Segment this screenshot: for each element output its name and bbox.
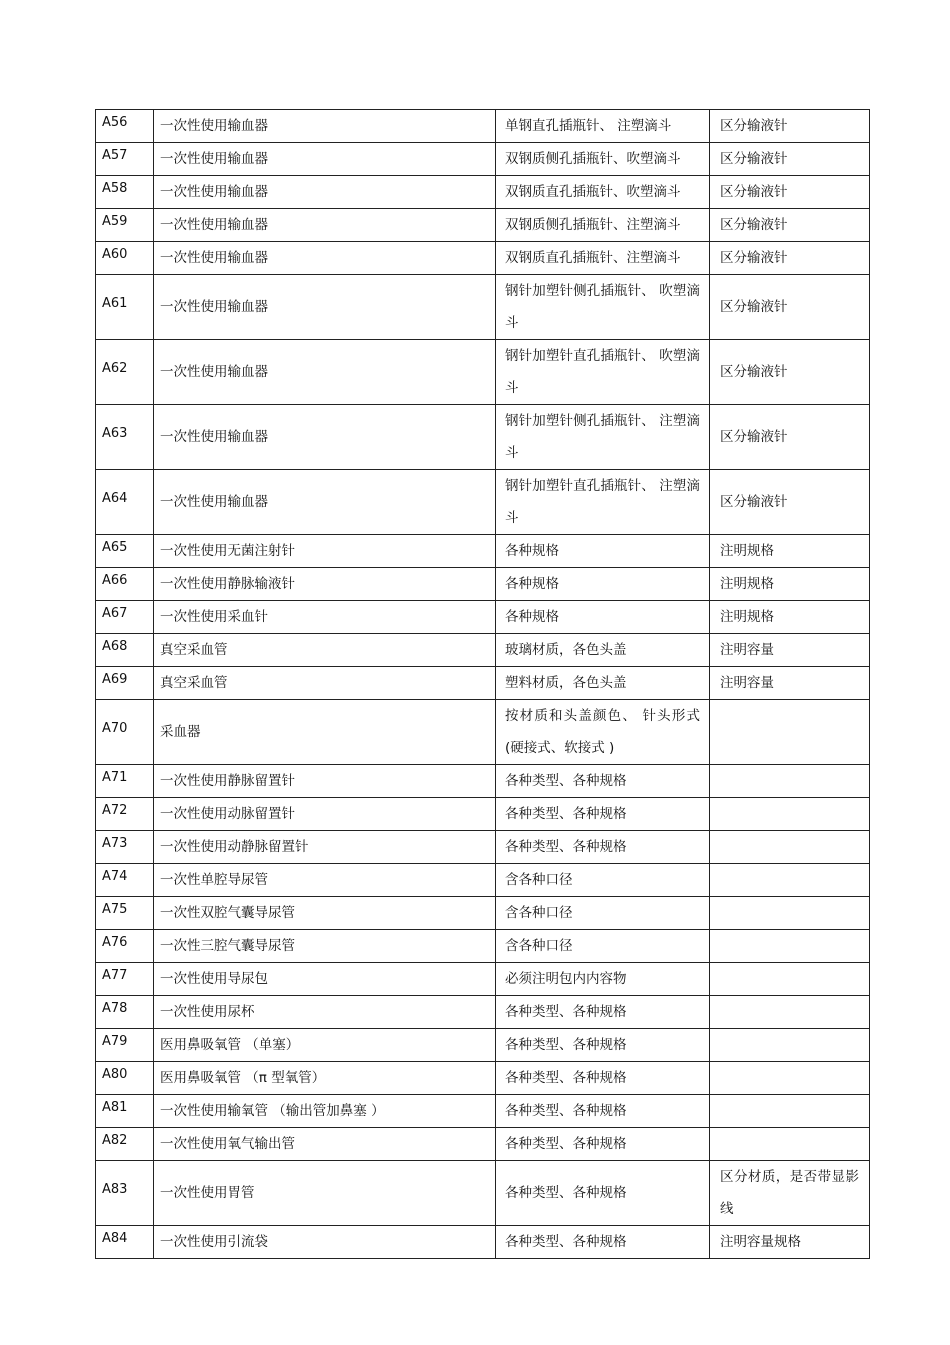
item-note-cell: 区分输液针 (710, 110, 870, 143)
item-code-cell: A79 (96, 1029, 154, 1062)
item-code-cell: A70 (96, 700, 154, 765)
item-note-cell: 注明规格 (710, 568, 870, 601)
table-row (96, 897, 870, 930)
item-spec-cell: 各种类型、各种规格 (496, 1128, 710, 1161)
item-spec-cell: 各种类型、各种规格 (496, 1161, 710, 1226)
item-spec-cell: 各种类型、各种规格 (496, 831, 710, 864)
item-name-cell: 真空采血管 (154, 634, 496, 667)
item-note-cell (710, 996, 870, 1029)
item-note-cell: 注明规格 (710, 601, 870, 634)
item-code-cell: A78 (96, 996, 154, 1029)
item-name-cell: 一次性使用输血器 (154, 176, 496, 209)
table-row (96, 930, 870, 963)
item-name-cell: 医用鼻吸氧管 （单塞） (154, 1029, 496, 1062)
item-note-cell (710, 765, 870, 798)
item-name-cell: 一次性双腔气囊导尿管 (154, 897, 496, 930)
item-name-cell: 一次性使用输血器 (154, 242, 496, 275)
table-row (96, 1161, 870, 1226)
item-name-cell: 一次性使用输血器 (154, 405, 496, 470)
item-code-cell: A71 (96, 765, 154, 798)
item-spec-cell: 各种类型、各种规格 (496, 798, 710, 831)
item-code-cell: A74 (96, 864, 154, 897)
item-code-cell: A83 (96, 1161, 154, 1226)
table-row (96, 1128, 870, 1161)
item-name-cell: 一次性使用采血针 (154, 601, 496, 634)
item-name-cell: 一次性使用尿杯 (154, 996, 496, 1029)
item-code-cell: A73 (96, 831, 154, 864)
item-note-cell (710, 897, 870, 930)
item-note-cell (710, 930, 870, 963)
item-name-cell: 一次性使用输血器 (154, 275, 496, 340)
item-note-cell (710, 700, 870, 765)
item-spec-cell: 双钢质直孔插瓶针、吹塑滴斗 (496, 176, 710, 209)
item-code-cell: A59 (96, 209, 154, 242)
item-spec-cell: 玻璃材质，各色头盖 (496, 634, 710, 667)
item-spec-cell: 钢针加塑针侧孔插瓶针、 注塑滴斗 (496, 405, 710, 470)
item-code-cell: A62 (96, 340, 154, 405)
item-note-cell (710, 1029, 870, 1062)
item-spec-cell: 含各种口径 (496, 864, 710, 897)
table-row (96, 667, 870, 700)
item-note-cell (710, 798, 870, 831)
item-code-cell: A61 (96, 275, 154, 340)
item-spec-cell: 各种类型、各种规格 (496, 765, 710, 798)
item-spec-cell: 各种类型、各种规格 (496, 996, 710, 1029)
table-row (96, 1226, 870, 1259)
item-code-cell: A67 (96, 601, 154, 634)
item-code-cell: A77 (96, 963, 154, 996)
item-code-cell: A66 (96, 568, 154, 601)
table-row (96, 110, 870, 143)
table-row (96, 143, 870, 176)
item-note-cell: 区分输液针 (710, 275, 870, 340)
item-spec-cell: 各种类型、各种规格 (496, 1095, 710, 1128)
table-row (96, 176, 870, 209)
item-note-cell (710, 1128, 870, 1161)
table-row (96, 963, 870, 996)
table-row (96, 765, 870, 798)
item-note-cell (710, 963, 870, 996)
item-code-cell: A75 (96, 897, 154, 930)
item-name-cell: 一次性使用无菌注射针 (154, 535, 496, 568)
item-name-cell: 一次性使用输血器 (154, 143, 496, 176)
table-row (96, 601, 870, 634)
item-code-cell: A57 (96, 143, 154, 176)
item-note-cell: 区分输液针 (710, 143, 870, 176)
item-name-cell: 一次性使用静脉留置针 (154, 765, 496, 798)
item-name-cell: 一次性单腔导尿管 (154, 864, 496, 897)
item-code-cell: A80 (96, 1062, 154, 1095)
table-row (96, 568, 870, 601)
item-code-cell: A72 (96, 798, 154, 831)
item-code-cell: A58 (96, 176, 154, 209)
table-row (96, 535, 870, 568)
item-code-cell: A76 (96, 930, 154, 963)
item-spec-cell: 钢针加塑针侧孔插瓶针、 吹塑滴斗 (496, 275, 710, 340)
table-row (96, 275, 870, 340)
item-name-cell: 一次性使用氧气输出管 (154, 1128, 496, 1161)
item-note-cell: 区分输液针 (710, 340, 870, 405)
table-row (96, 405, 870, 470)
item-spec-cell: 含各种口径 (496, 930, 710, 963)
item-name-cell: 一次性使用输血器 (154, 340, 496, 405)
table-row (96, 996, 870, 1029)
item-name-cell: 一次性使用输血器 (154, 110, 496, 143)
item-spec-cell: 各种规格 (496, 535, 710, 568)
item-note-cell: 区分输液针 (710, 176, 870, 209)
table-row (96, 209, 870, 242)
item-code-cell: A56 (96, 110, 154, 143)
item-code-cell: A69 (96, 667, 154, 700)
item-name-cell: 医用鼻吸氧管 （π 型氧管） (154, 1062, 496, 1095)
table-row (96, 1029, 870, 1062)
item-note-cell: 区分输液针 (710, 242, 870, 275)
item-spec-cell: 各种类型、各种规格 (496, 1226, 710, 1259)
item-name-cell: 一次性使用输血器 (154, 209, 496, 242)
item-spec-cell: 各种规格 (496, 568, 710, 601)
item-spec-cell: 双钢质侧孔插瓶针、注塑滴斗 (496, 209, 710, 242)
item-name-cell: 一次性使用动脉留置针 (154, 798, 496, 831)
item-code-cell: A82 (96, 1128, 154, 1161)
item-name-cell: 一次性使用静脉输液针 (154, 568, 496, 601)
item-spec-cell: 钢针加塑针直孔插瓶针、 吹塑滴斗 (496, 340, 710, 405)
item-note-cell: 区分输液针 (710, 470, 870, 535)
item-name-cell: 一次性使用动静脉留置针 (154, 831, 496, 864)
table-row (96, 1095, 870, 1128)
table-row (96, 831, 870, 864)
item-name-cell: 一次性使用导尿包 (154, 963, 496, 996)
item-code-cell: A84 (96, 1226, 154, 1259)
catalog-table-body (96, 110, 870, 1259)
table-row (96, 242, 870, 275)
item-code-cell: A63 (96, 405, 154, 470)
table-row (96, 470, 870, 535)
item-spec-cell: 塑料材质，各色头盖 (496, 667, 710, 700)
table-row (96, 700, 870, 765)
item-name-cell: 真空采血管 (154, 667, 496, 700)
item-spec-cell: 按材质和头盖颜色、 针头形式(硬接式、软接式 ) (496, 700, 710, 765)
item-note-cell: 区分输液针 (710, 209, 870, 242)
item-note-cell: 注明容量 (710, 667, 870, 700)
item-code-cell: A60 (96, 242, 154, 275)
item-note-cell: 注明规格 (710, 535, 870, 568)
item-code-cell: A81 (96, 1095, 154, 1128)
item-spec-cell: 钢针加塑针直孔插瓶针、 注塑滴斗 (496, 470, 710, 535)
item-spec-cell: 双钢质直孔插瓶针、注塑滴斗 (496, 242, 710, 275)
item-note-cell: 注明容量规格 (710, 1226, 870, 1259)
item-name-cell: 一次性三腔气囊导尿管 (154, 930, 496, 963)
table-row (96, 634, 870, 667)
item-name-cell: 采血器 (154, 700, 496, 765)
table-row (96, 864, 870, 897)
item-note-cell: 区分材质，是否带显影线 (710, 1161, 870, 1226)
item-code-cell: A64 (96, 470, 154, 535)
table-row (96, 798, 870, 831)
table-row (96, 1062, 870, 1095)
item-name-cell: 一次性使用输氧管 （输出管加鼻塞 ） (154, 1095, 496, 1128)
item-spec-cell: 含各种口径 (496, 897, 710, 930)
item-spec-cell: 各种规格 (496, 601, 710, 634)
item-note-cell (710, 831, 870, 864)
item-spec-cell: 必须注明包内内容物 (496, 963, 710, 996)
item-note-cell: 区分输液针 (710, 405, 870, 470)
item-spec-cell: 单钢直孔插瓶针、 注塑滴斗 (496, 110, 710, 143)
catalog-table (95, 109, 870, 1259)
item-name-cell: 一次性使用引流袋 (154, 1226, 496, 1259)
item-note-cell: 注明容量 (710, 634, 870, 667)
item-spec-cell: 各种类型、各种规格 (496, 1029, 710, 1062)
item-spec-cell: 双钢质侧孔插瓶针、吹塑滴斗 (496, 143, 710, 176)
item-note-cell (710, 864, 870, 897)
item-code-cell: A65 (96, 535, 154, 568)
item-spec-cell: 各种类型、各种规格 (496, 1062, 710, 1095)
item-note-cell (710, 1062, 870, 1095)
table-row (96, 340, 870, 405)
item-name-cell: 一次性使用胃管 (154, 1161, 496, 1226)
item-note-cell (710, 1095, 870, 1128)
item-name-cell: 一次性使用输血器 (154, 470, 496, 535)
item-code-cell: A68 (96, 634, 154, 667)
